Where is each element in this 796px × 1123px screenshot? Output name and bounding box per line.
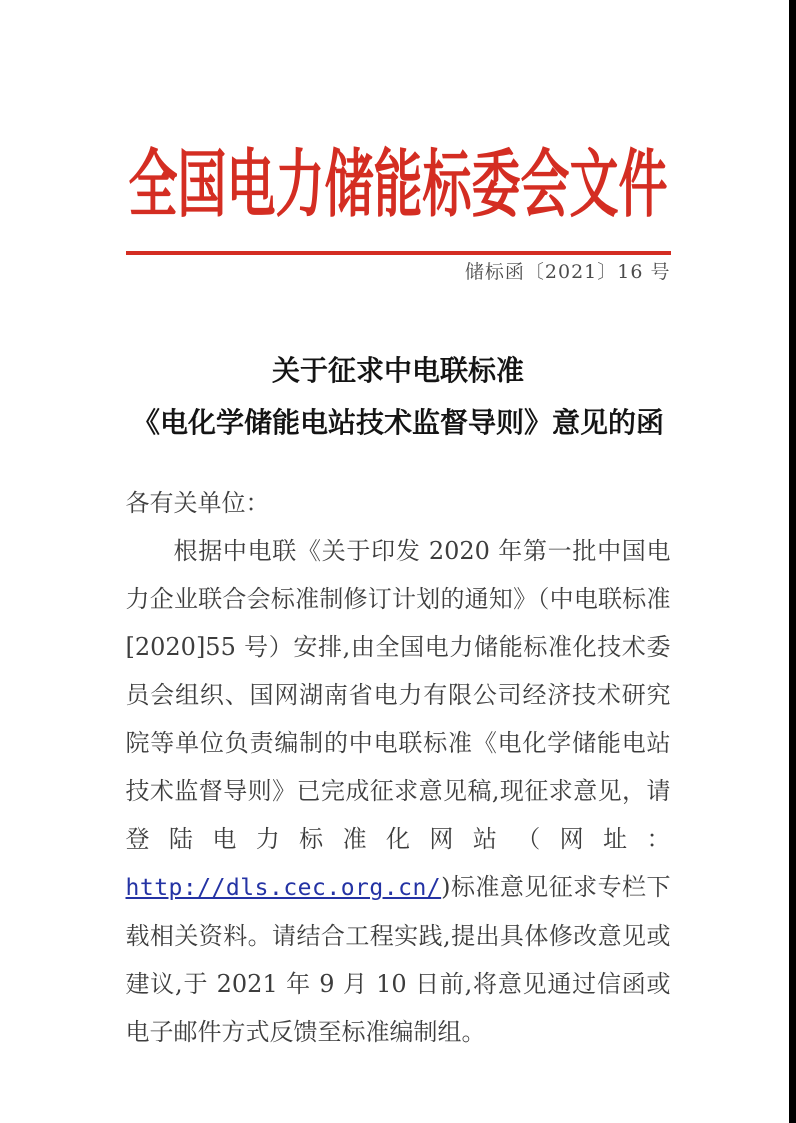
scan-edge-bar [789,0,796,1123]
paragraph-text-before-link: 根据中电联《关于印发 2020 年第一批中国电力企业联合会标准制修订计划的通知》（中电联标准[2020]55 号）安排,由全国电力储能标准化技术委员会组织、国网湖南省电力有限公司经济技术研究院等单位负责编制的中电联标准《电化学储能电站技术监督导则》已完成征求意见稿,现征求意见，请登陆电力标准化网站（网址： [125,537,671,853]
document-content [126,0,671,1056]
red-divider-rule [126,251,671,255]
doc-number: 储标函〔2021〕16 号 [464,261,671,283]
body-paragraph [126,527,671,1056]
subject-line-1: 关于征求中电联标准 [271,354,524,387]
letter-body [126,479,671,1056]
salutation: 各有关单位： [125,489,270,517]
red-header-title: 全国电力储能标委会文件 [128,140,668,228]
subject-line-2: 《电化学储能电站技术监督导则》意见的函 [131,406,664,439]
subject-title [126,345,671,449]
paragraph-text-after-link: )标准意见征求专栏下载相关资料。请结合工程实践,提出具体修改意见或建议,于 2021 年 9 月 10 日前,将意见通过信函或电子邮件方式反馈至标准编制组。 [125,873,671,1046]
standards-website-link[interactable]: http://dls.cec.org.cn/ [125,875,442,901]
